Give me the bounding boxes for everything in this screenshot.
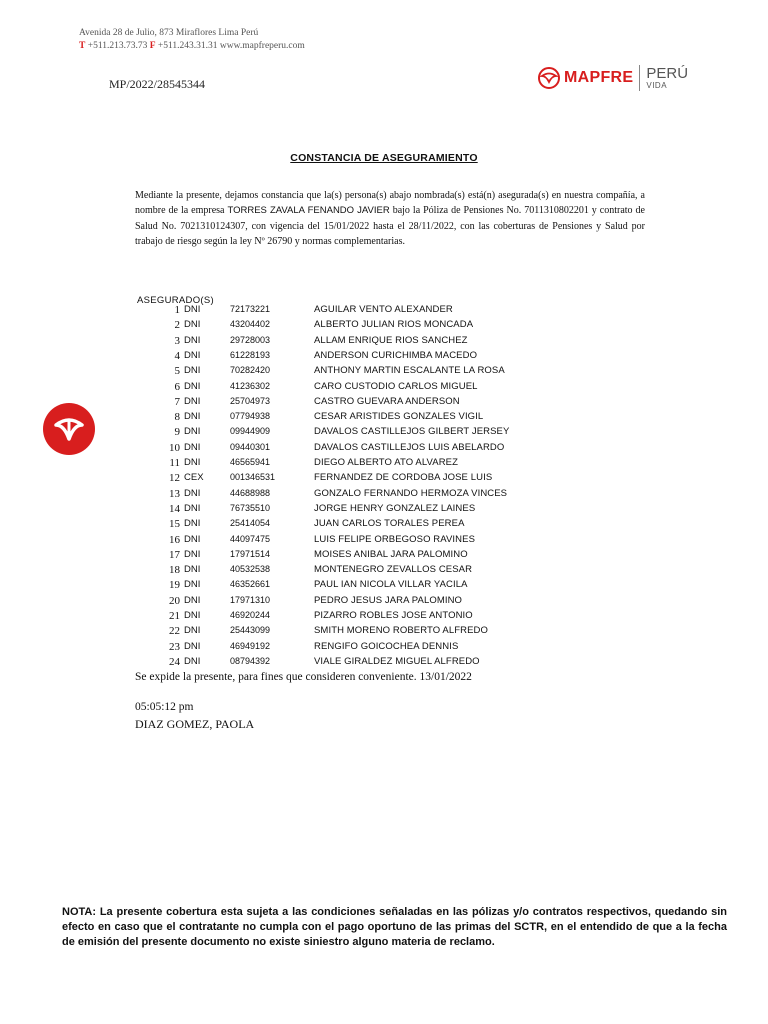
insured-name: DAVALOS CASTILLEJOS LUIS ABELARDO: [314, 441, 505, 453]
document-type: DNI: [184, 457, 201, 468]
logo-country-block: [646, 66, 688, 90]
insured-name: PIZARRO ROBLES JOSE ANTONIO: [314, 610, 473, 621]
row-number: 4: [174, 349, 180, 362]
mapfre-logo: [538, 60, 693, 96]
row-number: 16: [169, 533, 180, 546]
issue-time: 05:05:12 pm: [135, 701, 194, 713]
row-number: 22: [169, 625, 180, 638]
insured-name: ANDERSON CURICHIMBA MACEDO: [314, 349, 478, 361]
insured-name: LUIS FELIPE ORBEGOSO RAVINES: [314, 533, 476, 545]
document-type: DNI: [184, 594, 201, 606]
document-number: 46949192: [230, 640, 271, 651]
document-number: 76735510: [230, 502, 271, 513]
document-type: DNI: [184, 334, 201, 346]
row-number: 12: [169, 472, 180, 485]
insured-name: DAVALOS CASTILLEJOS GILBERT JERSEY: [314, 426, 510, 438]
document-type: DNI: [184, 502, 201, 514]
insured-name: VIALE GIRALDEZ MIGUEL ALFREDO: [314, 655, 480, 667]
document-number: 61228193: [230, 349, 271, 360]
fax-and-website: +511.243.31.31 www.mapfreperu.com: [155, 41, 305, 51]
insured-name: PEDRO JESUS JARA PALOMINO: [314, 594, 463, 606]
document-type: DNI: [184, 380, 201, 392]
document-type: DNI: [184, 533, 201, 545]
row-number: 14: [169, 502, 180, 515]
row-number: 23: [169, 640, 180, 653]
insured-name: RENGIFO GOICOCHEA DENNIS: [314, 640, 459, 652]
phone-number: +511.213.73.73: [85, 41, 150, 51]
document-type: DNI: [184, 655, 201, 667]
insured-name: ALLAM ENRIQUE RIOS SANCHEZ: [314, 334, 468, 346]
document-type: DNI: [184, 411, 201, 423]
document-reference: MP/2022/28545344: [109, 77, 206, 91]
insured-name: JUAN CARLOS TORALES PEREA: [314, 518, 465, 530]
document-number: 07794938: [230, 411, 271, 422]
document-number: 44097475: [230, 533, 271, 544]
intro-text-1: Mediante la presente, dejamos constancia que la(s) persona(s) abajo nombrada(s) está(n) asegurada(s) en nuestra compañía, a nombre de la empresa: [135, 190, 645, 217]
document-type: DNI: [184, 426, 201, 438]
logo-country: PERÚ: [646, 65, 689, 82]
document-number: 08794392: [230, 655, 271, 666]
document-number: 40532538: [230, 564, 271, 575]
issuer-name: DIAZ GOMEZ, PAOLA: [135, 717, 255, 731]
row-number: 2: [174, 319, 180, 332]
document-type: DNI: [184, 564, 201, 576]
phone-prefix: T: [79, 41, 86, 51]
document-title: CONSTANCIA DE ASEGURAMIENTO: [290, 152, 478, 164]
logo-brand: MAPFRE: [564, 69, 634, 86]
document-number: 43204402: [230, 319, 271, 330]
document-type: DNI: [184, 349, 201, 361]
intro-text-2: bajo la Póliza de Pensiones No. 7011310802201 y contrato de Salud No. 7021310124307, con vigencia del 15/01/2022 hasta el 28/11/2022, con las coberturas de Pensiones y Salud por trabajo de riesgo según la ley Nº 26790 y normas complementarias.: [135, 205, 645, 247]
insured-name: AGUILAR VENTO ALEXANDER: [314, 304, 453, 315]
row-number: 7: [174, 395, 180, 408]
document-type: CEX: [184, 472, 204, 484]
document-type: DNI: [184, 625, 201, 637]
row-number: 17: [169, 548, 180, 561]
insured-name: ANTHONY MARTIN ESCALANTE LA ROSA: [314, 365, 505, 377]
side-badge: [43, 403, 95, 455]
insured-list-heading: ASEGURADO(S): [137, 295, 214, 306]
insured-name: DIEGO ALBERTO ATO ALVAREZ: [314, 457, 458, 468]
document-number: 46920244: [230, 610, 271, 620]
company-address-block: [79, 27, 305, 53]
row-number: 21: [169, 610, 180, 622]
row-number: 24: [169, 655, 180, 668]
document-number: 001346531: [230, 472, 276, 483]
document-number: 46352661: [230, 579, 271, 590]
row-number: 18: [169, 564, 180, 577]
insured-name: FERNANDEZ DE CORDOBA JOSE LUIS: [314, 472, 493, 484]
document-type: DNI: [184, 640, 201, 652]
logo-divider: [639, 65, 640, 91]
document-number: 09944909: [230, 426, 271, 437]
document-number: 46565941: [230, 457, 271, 467]
insured-name: GONZALO FERNANDO HERMOZA VINCES: [314, 487, 508, 499]
row-number: 10: [169, 441, 180, 454]
document-type: DNI: [184, 304, 201, 315]
row-number: 6: [174, 380, 180, 393]
document-number: 70282420: [230, 365, 271, 376]
document-number: 44688988: [230, 487, 271, 498]
document-type: DNI: [184, 395, 201, 407]
document-number: 25443099: [230, 625, 271, 636]
row-number: 19: [169, 579, 180, 592]
contact-line: [79, 40, 305, 53]
insured-name: MONTENEGRO ZEVALLOS CESAR: [314, 564, 473, 576]
document-number: 29728003: [230, 334, 271, 345]
address-line: Avenida 28 de Julio, 873 Miraflores Lima Perú: [79, 28, 259, 38]
document-number: 25414054: [230, 518, 271, 529]
document-type: DNI: [184, 365, 201, 377]
row-number: 9: [174, 426, 180, 439]
document-type: DNI: [184, 579, 201, 591]
insured-name: CESAR ARISTIDES GONZALES VIGIL: [314, 411, 484, 423]
document-type: DNI: [184, 610, 201, 621]
insured-name: SMITH MORENO ROBERTO ALFREDO: [314, 625, 488, 637]
insured-name: ALBERTO JULIAN RIOS MONCADA: [314, 319, 474, 331]
fax-prefix: F: [149, 41, 156, 51]
mapfre-emblem-icon: [538, 67, 560, 89]
document-number: 09440301: [230, 441, 271, 452]
intro-paragraph: [135, 188, 645, 249]
row-number: 8: [174, 411, 180, 424]
insured-name: MOISES ANIBAL JARA PALOMINO: [314, 548, 468, 560]
row-number: 5: [174, 365, 180, 378]
document-number: 17971310: [230, 594, 271, 605]
row-number: 20: [169, 594, 180, 607]
insured-name: PAUL IAN NICOLA VILLAR YACILA: [314, 579, 468, 591]
document-type: DNI: [184, 487, 201, 499]
document-number: 72173221: [230, 304, 271, 314]
document-type: DNI: [184, 319, 201, 331]
footer-note: NOTA: La presente cobertura esta sujeta a las condiciones señaladas en las pólizas y/o contratos respectivos, quedando sin efecto en caso que el contratante no cumpla con el pago oportuno de las primas del SCTR, en el entendido de que a la fecha de emisión del presente documento no existe siniestro alguno materia de reclamo.: [62, 906, 727, 948]
row-number: 15: [169, 518, 180, 531]
document-type: DNI: [184, 441, 201, 453]
document-number: 25704973: [230, 395, 271, 406]
document-type: DNI: [184, 548, 201, 560]
insured-name: CASTRO GUEVARA ANDERSON: [314, 395, 460, 407]
insured-name: CARO CUSTODIO CARLOS MIGUEL: [314, 380, 478, 392]
row-number: 1: [174, 304, 180, 316]
insured-name: JORGE HENRY GONZALEZ LAINES: [314, 502, 476, 514]
document-number: 41236302: [230, 380, 271, 391]
document-number: 17971514: [230, 548, 271, 559]
logo-product: VIDA: [646, 81, 668, 90]
row-number: 3: [174, 334, 180, 347]
row-number: 13: [169, 487, 180, 500]
insured-company-name: TORRES ZAVALA FENANDO JAVIER: [227, 205, 390, 217]
expedition-statement: Se expide la presente, para fines que consideren conveniente. 13/01/2022: [135, 671, 472, 683]
row-number: 11: [169, 457, 180, 469]
document-type: DNI: [184, 518, 201, 530]
mapfre-emblem-icon: [43, 403, 95, 455]
